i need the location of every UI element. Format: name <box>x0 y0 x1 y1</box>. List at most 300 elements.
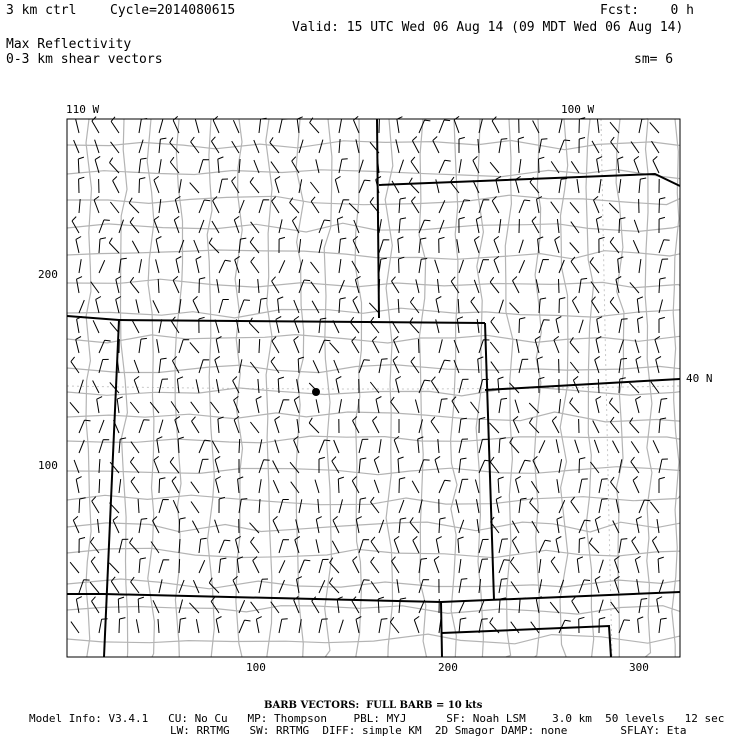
shear-barb <box>218 417 224 433</box>
shear-barb <box>479 559 488 573</box>
shear-barb <box>211 597 219 613</box>
shear-barb <box>436 297 441 314</box>
shear-barb <box>199 160 209 173</box>
shear-barb <box>279 400 289 413</box>
shear-barb <box>634 156 639 173</box>
shear-barb <box>570 202 579 213</box>
shear-barb <box>399 500 404 513</box>
shear-barb <box>273 461 279 474</box>
shear-barb <box>552 417 559 434</box>
shear-barb <box>479 439 488 453</box>
county-line <box>67 634 680 644</box>
shear-barb <box>410 297 419 313</box>
run-name: 3 km ctrl <box>6 3 77 18</box>
x-tick-100: 100 <box>246 661 266 674</box>
shear-barb <box>511 622 519 633</box>
shear-barb <box>513 416 519 433</box>
shear-barb <box>338 477 344 493</box>
shear-barb <box>71 622 79 633</box>
shear-barb <box>271 162 279 173</box>
shear-barb <box>411 157 419 173</box>
shear-barb <box>412 481 419 493</box>
shear-barb <box>134 376 139 393</box>
shear-barb <box>99 420 104 433</box>
shear-barb <box>489 423 499 433</box>
shear-barb <box>579 458 585 473</box>
shear-barb <box>519 159 521 173</box>
shear-barb <box>531 481 539 493</box>
shear-barb <box>637 297 643 313</box>
shear-barb <box>531 622 539 633</box>
shear-barb <box>216 617 221 634</box>
shear-barb <box>597 157 603 173</box>
shear-barb <box>170 457 179 473</box>
shear-barb <box>256 617 261 633</box>
shear-barb <box>256 397 261 414</box>
shear-barb <box>259 118 267 133</box>
shear-barb <box>191 402 199 413</box>
shear-barb <box>190 183 199 193</box>
shear-barb <box>79 538 85 554</box>
shear-barb <box>249 318 259 333</box>
shear-barb <box>279 560 285 573</box>
shear-barb <box>359 540 369 553</box>
shear-barb <box>110 382 119 393</box>
shear-barb <box>213 197 219 214</box>
shear-barb <box>609 203 619 213</box>
shear-barb <box>659 399 667 414</box>
shear-barb <box>239 439 240 453</box>
shear-barb <box>278 297 284 313</box>
shear-barb <box>339 119 342 133</box>
shear-barb <box>372 337 379 354</box>
shear-barb <box>97 397 102 413</box>
shear-barb <box>276 317 281 334</box>
shear-barb <box>653 156 659 173</box>
shear-barb <box>196 379 199 393</box>
shear-barb <box>599 179 601 193</box>
shear-barb <box>579 580 590 593</box>
shear-barb <box>554 336 559 353</box>
shear-barb <box>239 279 240 293</box>
shear-barb <box>492 197 499 214</box>
shear-barb <box>111 142 120 153</box>
shear-barb <box>77 277 83 293</box>
shear-barb <box>259 339 260 353</box>
shear-barb <box>477 499 480 513</box>
shear-barb <box>409 178 419 193</box>
shear-barb <box>471 297 479 313</box>
shear-barb <box>394 536 399 553</box>
shear-barb <box>159 478 165 493</box>
shear-barb <box>333 516 339 533</box>
shear-barb <box>659 580 663 593</box>
cycle-label: Cycle=2014080615 <box>110 3 236 18</box>
shear-barb <box>299 499 302 513</box>
shear-barb <box>579 118 585 133</box>
shear-barb <box>457 317 463 333</box>
shear-barb <box>99 238 106 253</box>
shear-barb <box>119 618 125 633</box>
shear-barb <box>139 259 142 273</box>
shear-barb <box>191 482 199 493</box>
shear-barb <box>439 120 450 133</box>
shear-barb <box>110 202 119 213</box>
shear-barb <box>459 458 467 473</box>
shear-barb <box>319 559 329 573</box>
county-line <box>560 119 568 657</box>
shear-barb <box>638 617 644 633</box>
shear-barb <box>275 416 280 433</box>
shear-barb <box>119 539 128 553</box>
shear-barb <box>458 299 459 313</box>
shear-barb <box>159 579 162 593</box>
shear-barb <box>399 478 405 493</box>
shear-barb <box>136 299 139 313</box>
shear-barb <box>376 397 381 414</box>
shear-barb <box>656 357 661 374</box>
shear-barb <box>179 618 186 633</box>
shear-barb <box>572 297 579 314</box>
shear-barb <box>199 459 209 473</box>
county-line <box>67 436 680 443</box>
shear-barb <box>515 400 519 413</box>
shear-barb <box>418 339 419 353</box>
shear-barb <box>391 397 399 413</box>
shear-barb <box>359 180 370 193</box>
shear-barb <box>598 379 599 393</box>
x-tick-300: 300 <box>629 661 649 674</box>
shear-barb <box>519 359 528 373</box>
shear-barb <box>459 159 461 173</box>
shear-barb <box>190 342 199 353</box>
shear-barb <box>434 556 439 573</box>
shear-barb <box>371 557 379 573</box>
shear-barb <box>251 537 260 553</box>
shear-barb <box>70 402 79 413</box>
shear-barb <box>512 537 519 554</box>
shear-barb <box>590 462 599 473</box>
shear-barb <box>610 417 619 433</box>
shear-barb <box>456 499 459 513</box>
shear-barb <box>311 262 320 273</box>
shear-barb <box>519 318 525 333</box>
shear-barb <box>436 537 441 553</box>
shear-barb <box>454 340 459 353</box>
shear-barb <box>93 320 99 333</box>
shear-barb <box>258 379 259 393</box>
shear-barb <box>138 499 139 513</box>
shear-barb <box>619 620 630 633</box>
shear-barb <box>392 181 399 193</box>
shear-barb <box>494 236 499 253</box>
shear-barb <box>159 500 169 514</box>
county-line <box>67 467 680 475</box>
county-line <box>419 119 426 657</box>
shear-barb <box>99 479 100 493</box>
shear-barb <box>179 340 189 353</box>
shear-barb <box>156 259 159 273</box>
shear-barb <box>533 456 539 473</box>
shear-barb <box>339 200 349 213</box>
shear-barb <box>130 538 140 553</box>
county-line <box>67 308 680 318</box>
shear-barb <box>139 338 147 353</box>
shear-barb <box>299 140 303 153</box>
shear-barb <box>119 479 121 493</box>
shear-barb <box>199 278 205 293</box>
county-line <box>121 119 128 657</box>
shear-barb <box>316 539 319 553</box>
state-border <box>379 174 680 186</box>
shear-barb <box>639 259 641 273</box>
shear-barb <box>319 140 323 153</box>
county-line <box>385 119 393 657</box>
shear-barb <box>631 457 639 473</box>
shear-barb <box>109 238 119 253</box>
shear-barb <box>219 540 230 553</box>
shear-barb <box>153 300 159 313</box>
shear-barb <box>575 440 579 453</box>
lon-label-100w: 100 W <box>561 103 595 116</box>
shear-barb <box>337 217 343 233</box>
shear-barb <box>556 439 559 453</box>
shear-barb <box>499 438 506 453</box>
shear-barb <box>253 557 259 574</box>
shear-barb <box>199 560 205 573</box>
shear-barb <box>118 597 124 613</box>
shear-barb <box>498 477 504 493</box>
county-line <box>616 119 624 657</box>
shear-barb <box>632 537 639 553</box>
shear-barb <box>499 398 507 413</box>
shear-barb <box>219 300 229 314</box>
shear-barb <box>379 279 380 293</box>
shear-barb <box>294 316 299 333</box>
shear-barb <box>339 280 344 293</box>
shear-barb <box>279 580 285 593</box>
shear-barb <box>159 199 161 213</box>
shear-barb <box>316 399 319 413</box>
shear-barb <box>275 440 279 453</box>
shear-barb <box>594 440 599 453</box>
shear-barb <box>435 456 440 473</box>
shear-barb <box>519 200 530 213</box>
shear-barb <box>609 398 619 413</box>
shear-barb <box>110 322 119 333</box>
shear-barb <box>579 479 588 493</box>
shear-barb <box>579 138 585 154</box>
shear-barb <box>196 619 199 633</box>
shear-barb <box>379 219 381 233</box>
shear-barb <box>639 500 650 513</box>
shear-barb <box>130 277 139 293</box>
shear-barb <box>596 217 601 233</box>
shear-barb <box>659 259 668 273</box>
shear-barb <box>219 558 226 573</box>
shear-barb <box>613 441 620 453</box>
shear-barb <box>399 198 406 213</box>
shear-barb <box>359 439 368 453</box>
shear-barb <box>659 317 665 333</box>
shear-barb <box>411 197 419 213</box>
shear-barb <box>339 259 341 273</box>
shear-barb <box>459 559 461 573</box>
shear-barb <box>551 202 559 213</box>
shear-barb <box>179 559 180 573</box>
shear-barb <box>379 619 387 633</box>
county-line <box>67 522 680 532</box>
shear-barb <box>292 157 299 173</box>
shear-barb <box>596 337 601 354</box>
shear-barb <box>392 277 400 293</box>
shear-barb <box>459 579 467 593</box>
shear-barb <box>278 377 284 393</box>
shear-barb <box>192 417 200 433</box>
shear-barb <box>459 217 465 233</box>
shear-barb <box>439 160 451 173</box>
shear-barb <box>371 497 380 513</box>
shear-barb <box>251 257 259 273</box>
shear-barb <box>233 377 239 394</box>
shear-barb <box>594 196 600 213</box>
shear-barb <box>415 400 419 414</box>
shear-barb <box>334 360 339 373</box>
shear-barb <box>459 520 464 533</box>
shear-barb <box>539 559 541 573</box>
shear-barb <box>259 479 261 493</box>
shear-barb <box>490 162 499 173</box>
y-tick-100: 100 <box>38 459 58 472</box>
shear-barb <box>494 256 499 273</box>
shear-barb <box>199 440 211 453</box>
shear-barb <box>635 556 640 573</box>
shear-barb <box>73 516 79 533</box>
shear-barb <box>78 157 84 173</box>
state-border <box>67 592 680 602</box>
shear-barb <box>593 421 599 434</box>
shear-barb <box>309 418 319 433</box>
shear-barb <box>130 457 139 473</box>
shear-barb <box>459 618 466 633</box>
shear-barb <box>259 200 269 213</box>
shear-barb <box>374 456 379 473</box>
shear-barb <box>318 499 319 513</box>
shear-barb <box>117 397 123 413</box>
shear-barb <box>431 377 439 393</box>
shear-barb <box>310 182 319 193</box>
shear-barb <box>652 537 659 554</box>
shear-barb <box>490 277 499 293</box>
state-border <box>119 320 485 323</box>
shear-barb <box>557 219 559 233</box>
county-line <box>67 223 680 232</box>
shear-barb <box>390 617 399 633</box>
shear-barb <box>592 141 599 153</box>
shear-barb <box>459 260 464 273</box>
state-border <box>377 119 379 318</box>
shear-barb <box>595 356 600 373</box>
shear-barb <box>570 398 579 413</box>
shear-barb <box>90 582 99 593</box>
shear-barb <box>294 336 299 353</box>
shear-barb <box>659 217 665 233</box>
shear-barb <box>459 418 467 433</box>
shear-barb <box>199 220 204 233</box>
shear-barb <box>659 618 667 633</box>
shear-barb <box>398 457 404 473</box>
shear-barb <box>379 520 384 533</box>
shear-barb <box>129 198 139 213</box>
shear-barb <box>251 222 259 233</box>
shear-barb <box>477 319 479 333</box>
shear-barb <box>510 557 519 573</box>
shear-barb <box>79 300 84 313</box>
shear-barb <box>559 119 562 133</box>
shear-barb <box>399 160 404 173</box>
shear-barb <box>597 119 599 133</box>
shear-barb <box>113 516 119 533</box>
shear-barb <box>359 498 366 513</box>
shear-barb <box>499 219 501 233</box>
shear-barb <box>658 557 664 573</box>
shear-barb <box>76 597 81 613</box>
shear-barb <box>192 521 199 533</box>
shear-barb <box>95 140 99 153</box>
shear-barb <box>131 577 139 593</box>
shear-barb <box>211 402 220 413</box>
shear-barb <box>571 497 579 513</box>
shear-barb <box>439 237 445 253</box>
shear-barb <box>139 140 143 153</box>
shear-barb <box>279 119 288 133</box>
shear-barb <box>629 383 639 393</box>
lon-label-110w: 110 W <box>66 103 100 116</box>
shear-barb <box>439 360 450 373</box>
shear-barb <box>131 477 139 493</box>
shear-barb <box>410 318 419 333</box>
shear-barb <box>499 300 503 313</box>
shear-barb <box>498 377 504 393</box>
shear-barb <box>99 220 110 233</box>
shear-barb <box>77 317 82 333</box>
shear-barb <box>639 178 646 193</box>
shear-barb <box>199 317 205 333</box>
shear-barb <box>159 120 163 134</box>
shear-barb <box>555 236 560 253</box>
shear-barb <box>131 442 139 453</box>
shear-barb <box>379 240 389 253</box>
shear-barb <box>273 480 279 493</box>
shear-barb <box>159 159 161 173</box>
shear-barb <box>254 140 259 153</box>
shear-barb <box>212 441 219 453</box>
county-line <box>324 119 332 657</box>
shear-barb <box>398 237 404 253</box>
shear-barb <box>556 537 561 554</box>
shear-barb <box>419 220 430 233</box>
shear-barb <box>132 241 139 253</box>
shear-barb <box>579 278 587 293</box>
shear-barb <box>92 597 100 613</box>
shear-barb <box>130 402 139 413</box>
shear-barb <box>399 257 405 273</box>
shear-barb <box>259 298 267 313</box>
shear-barb <box>570 243 579 254</box>
shear-barb <box>398 299 399 313</box>
shear-barb <box>450 177 459 193</box>
shear-barb <box>517 339 520 353</box>
